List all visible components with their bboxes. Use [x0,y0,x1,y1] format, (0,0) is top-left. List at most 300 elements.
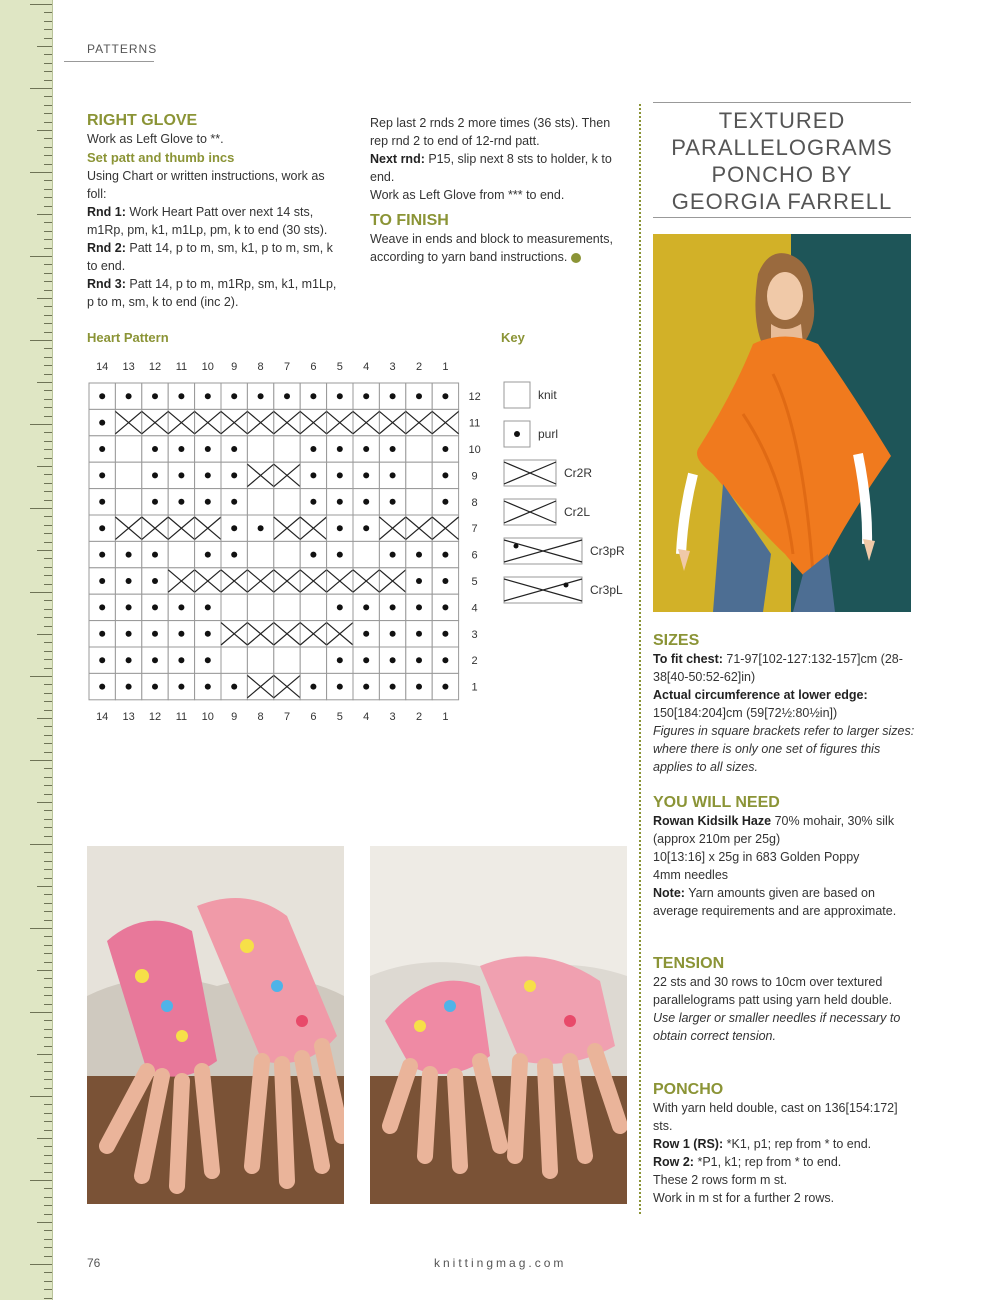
row-number: 10 [468,444,481,456]
ruler-tick [44,189,52,190]
ruler-tick [44,1163,52,1164]
purl-stitch [310,446,316,452]
ruler-tick [44,399,52,400]
chart-cell [168,541,194,567]
purl-stitch [416,657,422,663]
ruler-tick [44,206,52,207]
ruler-tick [44,684,52,685]
ruler-tick [44,281,52,282]
purl-stitch [231,552,237,558]
purl-stitch [152,657,158,663]
ruler-tick [44,584,52,585]
purl-stitch [126,657,132,663]
row-number: 9 [471,470,478,483]
rnd1-text [87,203,345,239]
yarn-note [653,884,915,920]
thumb-incs-subtitle: Set patt and thumb incs [87,150,235,165]
ruler-tick [44,600,52,601]
purl-stitch [442,499,448,505]
purl-stitch [337,604,343,610]
ruler-tick [44,626,52,627]
ruler-tick [44,105,52,106]
chart-cell [406,489,432,515]
ruler-tick [44,869,52,870]
ruler-tick [44,852,52,853]
ruler-tick [30,172,52,173]
ruler-tick [44,390,52,391]
purl-stitch [337,472,343,478]
col-number-bottom: 4 [363,710,370,723]
col-number-top: 3 [389,361,396,373]
purl-stitch [99,472,105,478]
chart-cell [406,462,432,488]
row-number: 6 [471,549,478,562]
ruler-tick [44,1298,52,1299]
purl-stitch [442,657,448,663]
cable-key-dot [564,583,569,588]
ruler-tick [44,743,52,744]
purl-stitch [284,393,290,399]
col-number-bottom: 5 [336,710,343,723]
ruler-tick [44,1020,52,1021]
ruler-tick [44,668,52,669]
ruler-tick [44,290,52,291]
ruler-tick [44,29,52,30]
ruler-tick [44,365,52,366]
col-number-top: 10 [201,361,214,373]
ruler-tick [44,1029,52,1030]
ruler-tick [44,500,52,501]
measuring-ruler [0,0,53,1300]
ruler-tick [44,138,52,139]
row-number: 7 [471,523,478,536]
ruler-tick [37,550,52,551]
ruler-tick [44,659,52,660]
purl-stitch [363,631,369,637]
ruler-tick [44,1272,52,1273]
chart-cell [247,647,273,673]
purl-stitch [416,578,422,584]
purl-stitch [390,472,396,478]
gloves-photo-palms [370,846,627,1204]
row2-text [653,1153,915,1171]
rnd3-text [87,275,345,311]
ruler-tick [44,407,52,408]
purl-stitch [337,446,343,452]
ruler-tick [44,231,52,232]
purl-stitch [178,657,184,663]
purl-stitch [99,525,105,531]
col-number-bottom: 3 [389,710,396,723]
ruler-tick [44,752,52,753]
purl-stitch [231,446,237,452]
purl-stitch [310,393,316,399]
ruler-tick [44,1197,52,1198]
purl-stitch [337,684,343,690]
purl-stitch [310,552,316,558]
ruler-tick [44,449,52,450]
ruler-tick [44,164,52,165]
key-label: Cr2R [564,466,593,480]
ruler-tick [44,533,52,534]
ruler-tick [44,441,52,442]
purl-key-icon [514,431,520,437]
ruler-tick [30,1180,52,1181]
ruler-tick [37,802,52,803]
ruler-tick [44,374,52,375]
ruler-tick [44,474,52,475]
further-rows-text: Work in m st for a further 2 rows. [653,1191,835,1205]
ruler-tick [44,735,52,736]
to-finish-body: Weave in ends and block to measurements, according to yarn band instructions. [370,232,613,264]
purl-stitch [363,525,369,531]
tension-text: 22 sts and 30 rows to 10cm over textured parallelograms patt using yarn held double. [653,975,893,1007]
chart-cell [115,436,141,462]
ruler-tick [44,1289,52,1290]
purl-stitch [310,472,316,478]
end-mark-icon [571,253,581,263]
col-number-bottom: 2 [415,710,423,723]
purl-stitch [178,472,184,478]
ruler-tick [44,911,52,912]
key-label: knit [538,388,557,402]
ruler-tick [44,248,52,249]
ruler-tick [44,962,52,963]
ruler-tick [30,424,52,425]
ruler-tick [44,1281,52,1282]
row1-body: *K1, p1; rep from * to end. [723,1137,872,1151]
ruler-tick [30,1264,52,1265]
purl-stitch [152,499,158,505]
purl-stitch [205,684,211,690]
col-number-top: 8 [257,361,264,373]
purl-stitch [99,446,105,452]
col-number-top: 11 [175,361,188,373]
actual-circ-label [653,686,915,704]
ruler-tick [44,693,52,694]
col-number-top: 14 [96,361,109,373]
title-line-4: GEORGIA FARRELL [671,189,893,214]
fit-chest-label: To fit chest: [653,652,723,666]
chart-cell [274,541,300,567]
purl-stitch [442,604,448,610]
row1-label: Row 1 (RS): [653,1137,724,1151]
purl-stitch [152,472,158,478]
purl-stitch [363,393,369,399]
ruler-tick [44,1037,52,1038]
purl-stitch [126,393,132,399]
ruler-tick [44,432,52,433]
you-will-need-section [653,794,915,920]
ruler-tick [44,903,52,904]
col-number-bottom: 6 [310,710,317,723]
ruler-tick [30,88,52,89]
tension-note: Use larger or smaller needles if necessary to obtain correct tension. [653,1011,901,1043]
ruler-tick [44,332,52,333]
purl-stitch [205,631,211,637]
purl-stitch [363,472,369,478]
ruler-tick [30,592,52,593]
ruler-tick [44,1239,52,1240]
col-number-bottom: 9 [231,710,238,723]
ruler-tick [30,4,52,5]
purl-stitch [99,393,105,399]
purl-stitch [363,684,369,690]
heart-pattern-chart [80,352,500,724]
purl-stitch [126,631,132,637]
ruler-tick [44,155,52,156]
purl-stitch [337,499,343,505]
ruler-tick [44,491,52,492]
ruler-tick [37,214,52,215]
ruler-tick [44,1230,52,1231]
purl-stitch [231,393,237,399]
ruler-tick [44,113,52,114]
rnd2-label: Rnd 2: [87,241,126,255]
m-st-text: These 2 rows form m st. [653,1173,788,1187]
ruler-tick [44,416,52,417]
purl-stitch [390,446,396,452]
ruler-tick [44,1121,52,1122]
right-glove-intro: Work as Left Glove to **. [87,132,224,146]
right-glove-section [87,112,345,311]
title-line-1: TEXTURED [718,108,846,133]
chart-cell [247,489,273,515]
section-header: PATTERNS [87,42,158,56]
purl-stitch [231,525,237,531]
purl-stitch [178,446,184,452]
ruler-tick [44,567,52,568]
chart-cell [221,594,247,620]
purl-stitch [442,578,448,584]
chart-cell [300,647,326,673]
col-number-top: 13 [122,361,135,373]
ruler-tick [44,1046,52,1047]
ruler-tick [44,558,52,559]
purl-stitch [126,684,132,690]
purl-stitch [99,578,105,584]
cast-on-text: With yarn held double, cast on 136[154:172] sts. [653,1101,898,1133]
ruler-tick [44,978,52,979]
ruler-tick [44,1130,52,1131]
ruler-tick [44,516,52,517]
purl-stitch [126,604,132,610]
chart-cell [274,594,300,620]
rnd1-label: Rnd 1: [87,205,126,219]
title-line-3: PONCHO BY [711,162,853,187]
col-number-bottom: 10 [201,710,214,723]
chart-cell [274,647,300,673]
col-number-bottom: 7 [283,710,291,723]
pattern-title [653,102,911,218]
gloves-photo-backs [87,846,344,1204]
purl-stitch [416,552,422,558]
ruler-tick [44,861,52,862]
ruler-tick [30,1012,52,1013]
col-number-bottom: 13 [122,710,135,723]
ruler-tick [44,1088,52,1089]
page-number: 76 [87,1256,101,1270]
purl-stitch [416,631,422,637]
chart-cell [115,489,141,515]
purl-stitch [337,657,343,663]
ruler-tick [44,1188,52,1189]
purl-stitch [442,684,448,690]
col-number-bottom: 12 [148,710,162,723]
purl-stitch [310,499,316,505]
ruler-tick [44,12,52,13]
ruler-tick [44,525,52,526]
ruler-tick [37,466,52,467]
purl-stitch [152,578,158,584]
ruler-tick [44,836,52,837]
row-number: 12 [468,391,481,404]
fit-chest-value: 71-97[102-127:132-157]cm (28-38[40-50:52-62]in) [653,652,903,684]
ruler-tick [37,382,52,383]
purl-stitch [231,499,237,505]
ruler-tick [44,827,52,828]
key-title: Key [501,330,525,345]
chart-key [500,378,635,610]
purl-stitch [390,684,396,690]
col-number-top: 6 [310,361,317,373]
row-number: 2 [471,655,478,668]
chart-cell [274,436,300,462]
purl-stitch [310,684,316,690]
purl-stitch [152,604,158,610]
col-number-top: 4 [363,361,370,373]
site-url: knittingmag.com [434,1256,567,1270]
ruler-tick [44,264,52,265]
purl-stitch [442,393,448,399]
tension-title: TENSION [653,955,725,972]
right-glove-title: RIGHT GLOVE [87,112,198,129]
ruler-tick [44,617,52,618]
rnd3-body: Patt 14, p to m, m1Rp, sm, k1, m1Lp, p to m, sm, k to end (inc 2). [87,277,337,309]
key-label: Cr3pL [590,583,623,597]
poncho-section [653,1081,915,1207]
ruler-tick [44,936,52,937]
purl-stitch [152,684,158,690]
purl-stitch [126,552,132,558]
ruler-tick [44,197,52,198]
key-swatch [504,382,530,408]
ruler-tick [44,306,52,307]
ruler-tick [44,1214,52,1215]
ruler-tick [44,1205,52,1206]
purl-stitch [178,393,184,399]
ruler-tick [44,726,52,727]
purl-stitch [337,525,343,531]
cable-key-dot [514,544,519,549]
purl-stitch [231,684,237,690]
purl-stitch [363,499,369,505]
ruler-tick [44,239,52,240]
purl-stitch [178,684,184,690]
row2-label: Row 2: [653,1155,694,1169]
header-rule [64,61,154,62]
ruler-tick [44,80,52,81]
rnd3-label: Rnd 3: [87,277,126,291]
purl-stitch [390,631,396,637]
to-finish-text [370,230,615,266]
ruler-tick [37,1222,52,1223]
purl-stitch [152,552,158,558]
ruler-tick [44,945,52,946]
key-label: purl [538,427,559,441]
ruler-tick [30,844,52,845]
ruler-tick [44,1172,52,1173]
purl-stitch [178,631,184,637]
ruler-tick [44,987,52,988]
right-glove-instructions: Using Chart or written instructions, work as foll: [87,169,325,201]
ruler-tick [44,1071,52,1072]
poncho-title: PONCHO [653,1081,724,1098]
next-rnd-body: P15, slip next 8 sts to holder, k to end. [370,152,612,184]
purl-stitch [337,393,343,399]
heart-pattern-title: Heart Pattern [87,330,169,345]
ruler-tick [44,63,52,64]
purl-stitch [363,446,369,452]
purl-stitch [390,393,396,399]
ruler-tick [44,38,52,39]
ruler-tick [30,1096,52,1097]
note-label: Note: [653,886,685,900]
rnd2-body: Patt 14, p to m, sm, k1, p to m, sm, k to end. [87,241,333,273]
next-rnd-label: Next rnd: [370,152,425,166]
ruler-tick [44,180,52,181]
ruler-tick [30,256,52,257]
purl-stitch [178,604,184,610]
sizes-section [653,632,915,776]
glove-continued-section [370,114,615,266]
ruler-tick [44,21,52,22]
purl-stitch [205,499,211,505]
actual-circ-value: 150[184:204]cm (59[72½:80½in]) [653,706,838,720]
actual-circ-label-text: Actual circumference at lower edge: [653,688,868,702]
column-divider [639,104,641,1214]
ruler-tick [44,54,52,55]
col-number-bottom: 8 [257,710,264,723]
row-number: 3 [471,628,478,641]
purl-stitch [178,499,184,505]
purl-stitch [442,472,448,478]
purl-stitch [390,657,396,663]
poncho-photo [653,234,911,612]
chart-cell [221,647,247,673]
row-number: 1 [471,681,478,694]
purl-stitch [442,631,448,637]
purl-stitch [205,393,211,399]
ruler-tick [44,819,52,820]
ruler-tick [30,760,52,761]
ruler-tick [44,1062,52,1063]
ruler-tick [44,96,52,97]
ruler-tick [44,785,52,786]
purl-stitch [390,499,396,505]
ruler-tick [37,634,52,635]
ruler-tick [37,130,52,131]
ruler-tick [37,298,52,299]
col-number-bottom: 11 [175,710,188,723]
purl-stitch [390,552,396,558]
chart-cell [247,436,273,462]
purl-stitch [99,552,105,558]
ruler-tick [44,1155,52,1156]
chart-cell [300,594,326,620]
key-label: Cr2L [564,505,591,519]
ruler-tick [44,1247,52,1248]
